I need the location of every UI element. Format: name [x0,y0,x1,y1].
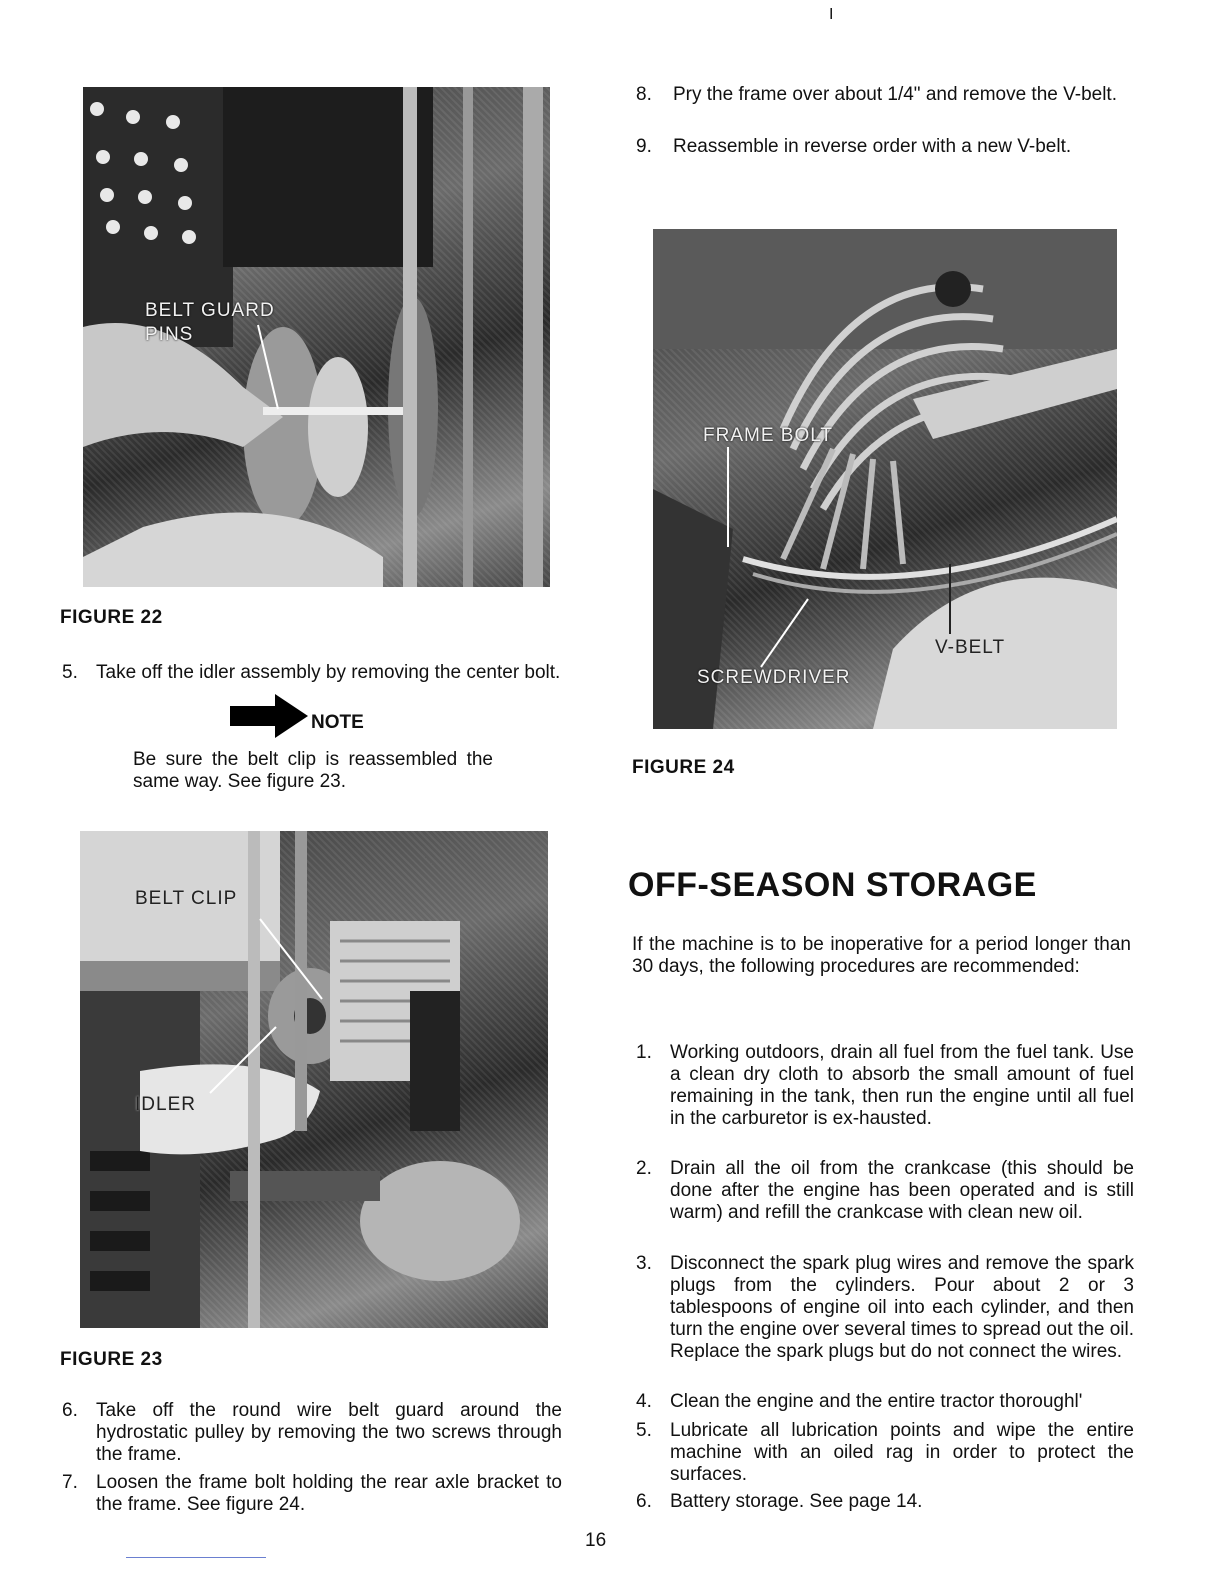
footer-divider [126,1557,266,1558]
figure-22-caption: FIGURE 22 [60,607,163,628]
note-text: Be sure the belt clip is reassembled the same way. See figure 23. [133,749,493,792]
note-arrow-icon [230,694,310,738]
step-text: Pry the frame over about 1/4" and remove the V-belt. [673,84,1117,105]
storage-step-3 [636,1253,1134,1385]
step-text: Reassemble in reverse order with a new V-belt. [673,136,1072,157]
storage-step-1 [636,1042,1134,1152]
belt-clip-label: BELT CLIP [135,888,238,909]
storage-intro: If the machine is to be inoperative for a period longer than 30 days, the following procedures are recommended: [632,934,1131,977]
idler-label: IDLER [135,1094,196,1115]
storage-step-5 [636,1420,1134,1486]
step-text: Take off the round wire belt guard around the hydrostatic pulley by removing the two screws through the frame. [96,1400,562,1465]
step-text: Take off the idler assembly by removing the center bolt. [96,662,561,683]
step-text: Disconnect the spark plug wires and remove the spark plugs from the cylinders. Pour about 2 or 3 tablespoons of engine oil into each cylinder, and then turn the engine over several times to spread out the oil. Replace the spark plugs but do not connect the wires. [670,1253,1134,1362]
figure-23-caption: FIGURE 23 [60,1349,163,1370]
step-number: 3. [636,1253,652,1274]
figure-22-photo [83,87,550,587]
step-text: Drain all the oil from the crankcase (this should be done after the engine has been operated and is still warm) and refill the crankcase with clean new oil. [670,1158,1134,1223]
note-label: NOTE [311,712,364,733]
page-number: 16 [585,1530,607,1551]
section-heading: OFF-SEASON STORAGE [628,866,1037,904]
step-text: Battery storage. See page 14. [670,1491,923,1512]
step-6 [62,1400,562,1466]
step-number: 9. [636,136,652,157]
step-number: 8. [636,84,652,105]
step-number: 1. [636,1042,652,1063]
belt-guard-label: BELT GUARD [145,300,275,321]
v-belt-label: V-BELT [935,637,1006,658]
step-9 [636,136,1136,158]
step-number: 6. [636,1491,652,1512]
step-8 [636,84,1136,128]
figure-24-illustration [653,229,1117,729]
figure-24-photo [653,229,1117,729]
figure-23-photo [80,831,548,1328]
step-text: Clean the engine and the entire tractor thoroughl' [670,1391,1083,1412]
storage-step-6 [636,1491,1134,1513]
storage-step-2 [636,1158,1134,1246]
step-number: 2. [636,1158,652,1179]
frame-bolt-label: FRAME BOLT [703,425,833,446]
step-number: 5. [62,662,78,683]
step-number: 5. [636,1420,652,1441]
step-text: Working outdoors, drain all fuel from the fuel tank. Use a clean dry cloth to absorb the small amount of fuel remaining in the tank, then run the engine until all fuel in the carburetor is ex-hausted. [670,1042,1134,1129]
step-number: 7. [62,1472,78,1493]
screwdriver-label: SCREWDRIVER [697,667,851,688]
storage-step-4 [636,1391,1134,1413]
figure-24-caption: FIGURE 24 [632,757,735,778]
step-number: 6. [62,1400,78,1421]
step-text: Loosen the frame bolt holding the rear axle bracket to the frame. See figure 24. [96,1472,562,1515]
pins-label: PINS [145,324,194,345]
step-7 [62,1472,562,1516]
step-text: Lubricate all lubrication points and wipe the entire machine with an oiled rag in order to protect the surfaces. [670,1420,1134,1485]
step-number: 4. [636,1391,652,1412]
header-mark: I [829,6,834,23]
step-5 [62,662,564,706]
